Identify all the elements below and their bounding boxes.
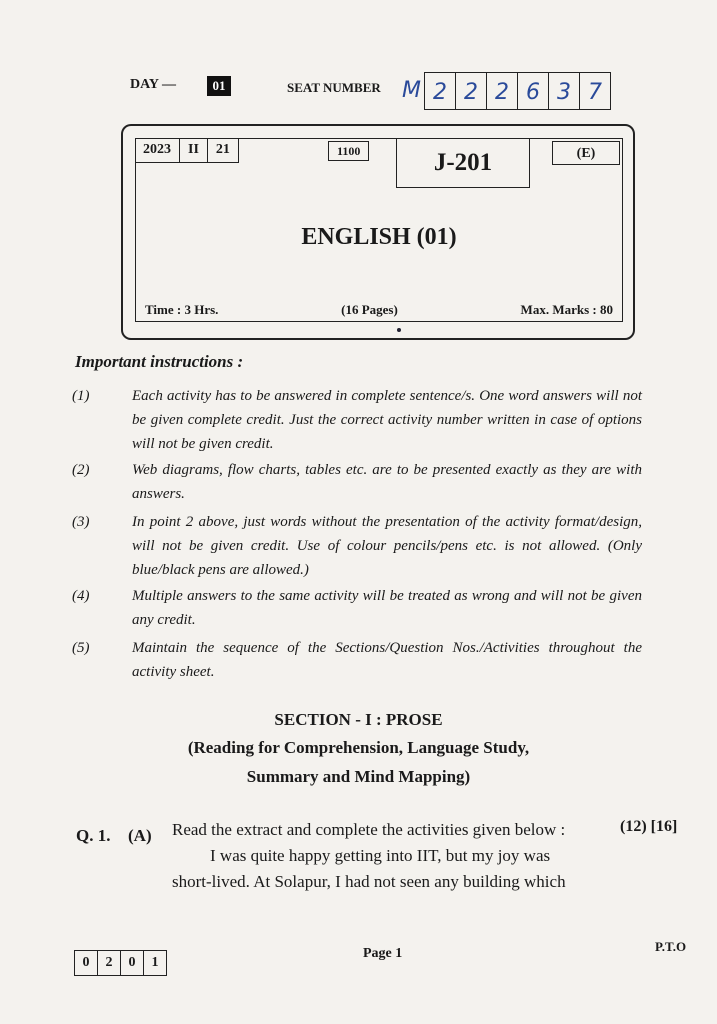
exam-year: 2023 [135,138,180,163]
exam-day: 21 [208,138,239,163]
exam-code-boxes [135,138,239,163]
seat-digit: 2 [425,73,456,109]
instruction-text: Each activity has to be answered in complete sentence/s. One word answers will not be given complete credit. Just the correct activity number written in case of options will not be given credit. [132,388,642,452]
instruction-text: Multiple answers to the same activity will be treated as wrong and will not be given any credit. [132,588,642,628]
seat-digit: 2 [487,73,518,109]
instruction-item [72,510,642,582]
instruction-number: (2) [72,462,90,478]
section-subtitle: (Reading for Comprehension, Language Study, [187,738,530,757]
instruction-number: (1) [72,388,90,404]
question-number: Q. 1. [76,826,111,845]
instruction-text: Maintain the sequence of the Sections/Question Nos./Activities throughout the activity sheet. [132,640,642,680]
pto-label: P.T.O [655,939,687,954]
seat-digit: 3 [549,73,580,109]
code-digit: 0 [121,951,144,975]
max-marks: Max. Marks : 80 [520,302,613,317]
instructions-heading: Important instructions : [75,352,244,371]
paper-code-boxes [74,950,167,976]
instruction-item [72,636,642,684]
dot-mark [397,328,401,332]
instruction-number: (4) [72,588,90,604]
instruction-number: (5) [72,640,90,656]
question-part: (A) [128,826,152,845]
question-text: Read the extract and complete the activities given below : [172,820,566,839]
day-label: DAY — [130,77,177,92]
paper-code: J-201 [396,138,530,188]
seat-number-label: SEAT NUMBER [287,80,381,95]
question-marks: (12) [16] [620,818,678,835]
time-allowed: Time : 3 Hrs. [145,302,219,317]
seat-number-boxes [424,72,611,110]
code-digit: 1 [151,955,159,970]
page-count: (16 Pages) [341,302,398,317]
time-code: 1100 [328,141,369,161]
header-footer-row [135,298,623,322]
exam-session: II [180,138,208,163]
instruction-item [72,458,642,506]
page-number: Page 1 [363,946,403,961]
code-digit: 2 [98,951,121,975]
subject-title: ENGLISH (01) [301,224,457,250]
seat-digit: 7 [588,80,602,105]
instruction-number: (3) [72,514,90,530]
instruction-item [72,384,642,456]
day-value: 01 [207,76,231,96]
medium: (E) [552,141,620,165]
passage-line: short-lived. At Solapur, I had not seen any building which [172,872,566,891]
section-subtitle: Summary and Mind Mapping) [246,767,471,786]
seat-digit: 6 [518,73,549,109]
code-digit: 0 [75,951,98,975]
instruction-text: Web diagrams, flow charts, tables etc. are to be presented exactly as they are with answers. [132,462,642,502]
passage-line: I was quite happy getting into IIT, but my joy was [210,846,551,865]
instruction-text: In point 2 above, just words without the presentation of the activity format/design, will not be given credit. Use of colour pencils/pens etc. is not allowed. (Only blue/black pens are allowed.) [132,514,642,578]
instruction-item [72,584,642,632]
seat-number-prefix: M [402,78,421,103]
section-title: SECTION - I : PROSE [274,710,443,729]
seat-digit: 2 [456,73,487,109]
